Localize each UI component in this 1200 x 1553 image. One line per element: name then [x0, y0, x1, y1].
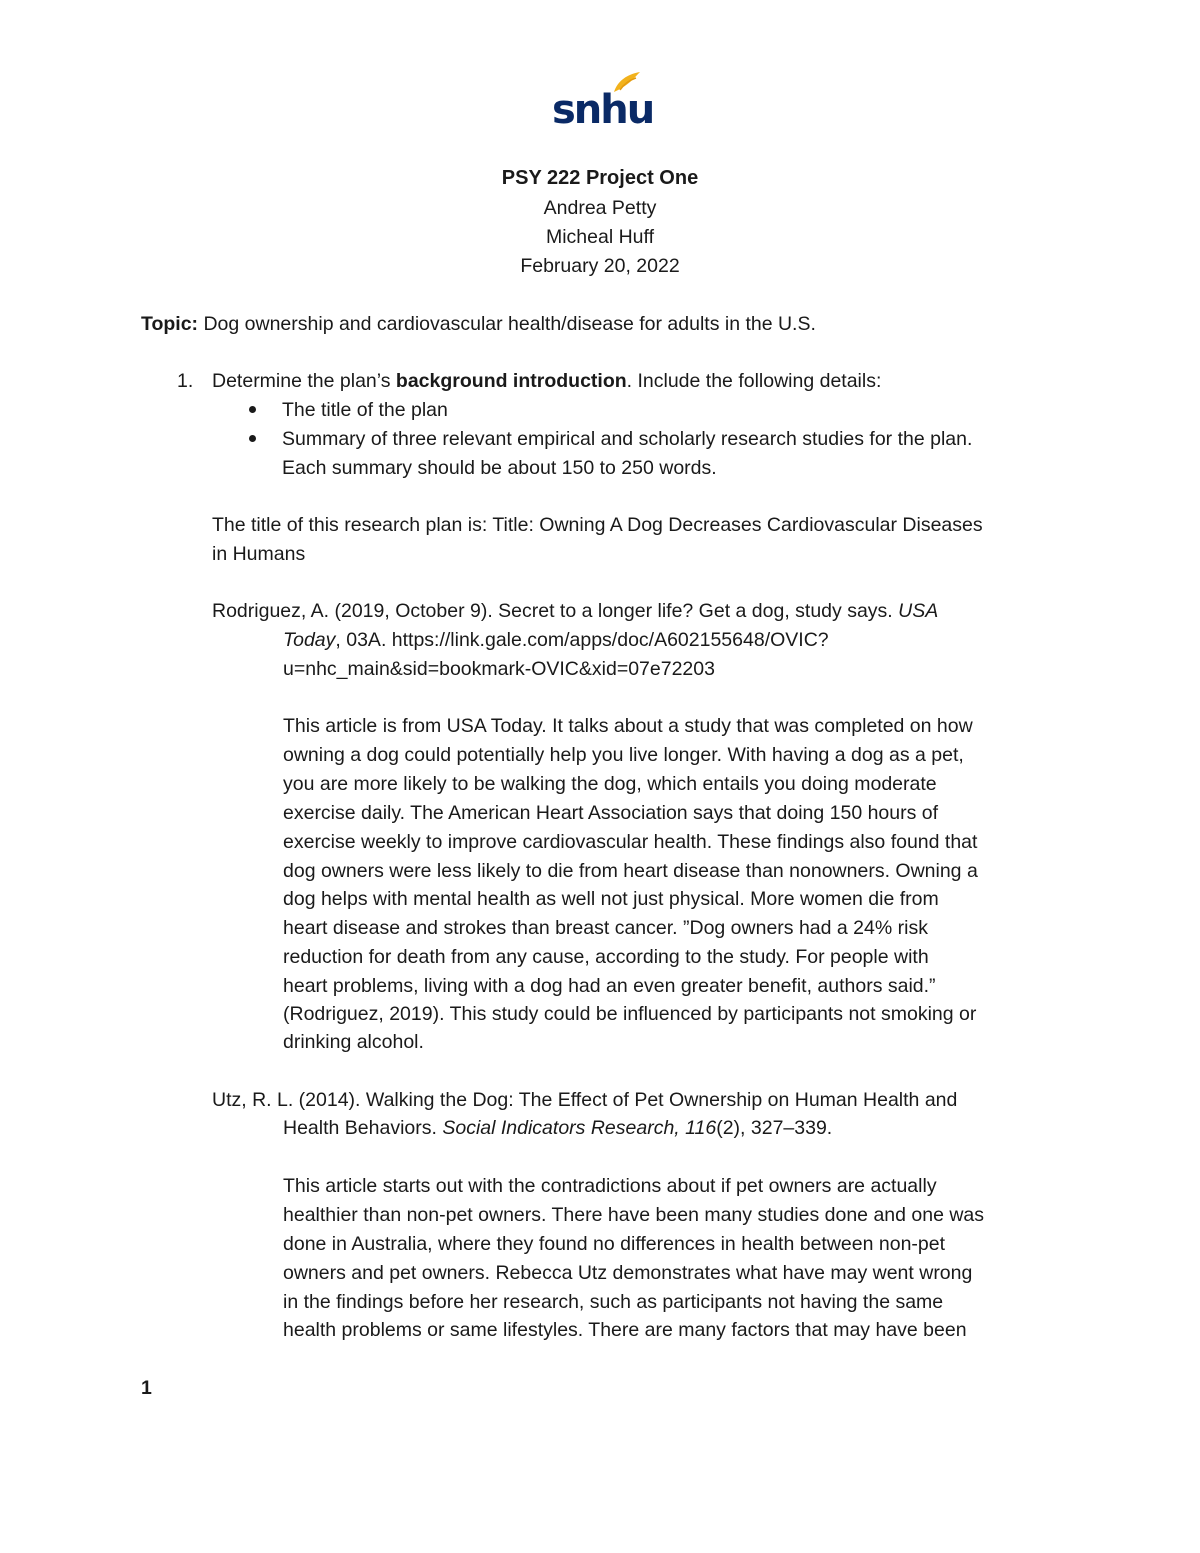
summary-line: health problems or same lifestyles. There are many factors that may have been — [283, 1319, 967, 1341]
reference-1-url-cont: u=nhc_main&sid=bookmark-OVIC&xid=07e72203 — [283, 658, 715, 680]
question-text-bold: background introduction — [395, 370, 627, 392]
reference-1-line — [212, 600, 938, 623]
snhu-logo — [552, 70, 654, 134]
summary-line: (Rodriguez, 2019). This study could be influenced by participants not smoking or — [283, 1003, 977, 1025]
summary-line: exercise weekly to improve cardiovascular health. These findings also found that — [283, 831, 978, 853]
reference-2-line — [283, 1117, 832, 1140]
logo-wordmark: snhu — [552, 87, 654, 133]
question-number: 1. — [177, 370, 194, 392]
summary-line: drinking alcohol. — [283, 1031, 424, 1053]
bullet-icon — [249, 435, 256, 442]
reference-2-pages: (2), 327–339. — [716, 1117, 833, 1139]
reference-1-text: Rodriguez, A. (2019, October 9). Secret to a longer life? Get a dog, study says. — [212, 600, 893, 622]
author-name: Andrea Petty — [543, 197, 657, 219]
question-text — [212, 370, 881, 393]
reference-1-source: USA — [898, 600, 939, 622]
summary-line: healthier than non-pet owners. There have been many studies done and one was — [283, 1204, 985, 1226]
question-text-post: . Include the following details: — [626, 370, 882, 392]
instructor-name: Micheal Huff — [545, 226, 655, 248]
reference-1-url: , 03A. https://link.gale.com/apps/doc/A602155648/OVIC? — [335, 629, 829, 651]
summary-line: This article is from USA Today. It talks about a study that was completed on how — [283, 715, 973, 737]
page-number: 1 — [141, 1377, 152, 1399]
summary-line: heart disease and strokes than breast cancer. ”Dog owners had a 24% risk — [283, 917, 928, 939]
summary-line: you are more likely to be walking the dog, which entails you doing moderate — [283, 773, 937, 795]
summary-line: dog helps with mental health as well not just physical. More women die from — [283, 888, 939, 910]
document-date: February 20, 2022 — [520, 255, 680, 277]
bullet-icon — [249, 406, 256, 413]
reference-1-line — [283, 629, 829, 652]
plan-title-line: in Humans — [212, 543, 306, 565]
summary-line: done in Australia, where they found no differences in health between non-pet — [283, 1233, 946, 1255]
reference-1-source: Today — [283, 629, 336, 651]
bullet-item: Summary of three relevant empirical and scholarly research studies for the plan. — [282, 428, 973, 450]
summary-line: in the findings before her research, such as participants not having the same — [283, 1291, 944, 1313]
summary-line: This article starts out with the contradictions about if pet owners are actually — [283, 1175, 937, 1197]
document-title: PSY 222 Project One — [501, 167, 699, 189]
topic-label: Topic: — [141, 313, 199, 335]
bullet-item: The title of the plan — [282, 399, 448, 421]
reference-2-journal: Social Indicators Research, 116 — [442, 1117, 717, 1139]
summary-line: owners and pet owners. Rebecca Utz demonstrates what have may went wrong — [283, 1262, 973, 1284]
reference-2-text: Health Behaviors. — [283, 1117, 437, 1139]
bullet-item-continued: Each summary should be about 150 to 250 words. — [282, 457, 717, 479]
summary-line: dog owners were less likely to die from heart disease than nonowners. Owning a — [283, 860, 978, 882]
reference-2-line: Utz, R. L. (2014). Walking the Dog: The Effect of Pet Ownership on Human Health and — [212, 1089, 958, 1111]
summary-line: owning a dog could potentially help you live longer. With having a dog as a pet, — [283, 744, 964, 766]
summary-line: reduction for death from any cause, according to the study. For people with — [283, 946, 929, 968]
summary-line: exercise daily. The American Heart Association says that doing 150 hours of — [283, 802, 939, 824]
topic-line — [141, 313, 816, 336]
question-text-pre: Determine the plan’s — [212, 370, 391, 392]
topic-text: Dog ownership and cardiovascular health/disease for adults in the U.S. — [203, 313, 816, 335]
plan-title-line: The title of this research plan is: Title: Owning A Dog Decreases Cardiovascular Diseases — [212, 514, 983, 536]
summary-line: heart problems, living with a dog had an even greater benefit, authors said.” — [283, 975, 936, 997]
